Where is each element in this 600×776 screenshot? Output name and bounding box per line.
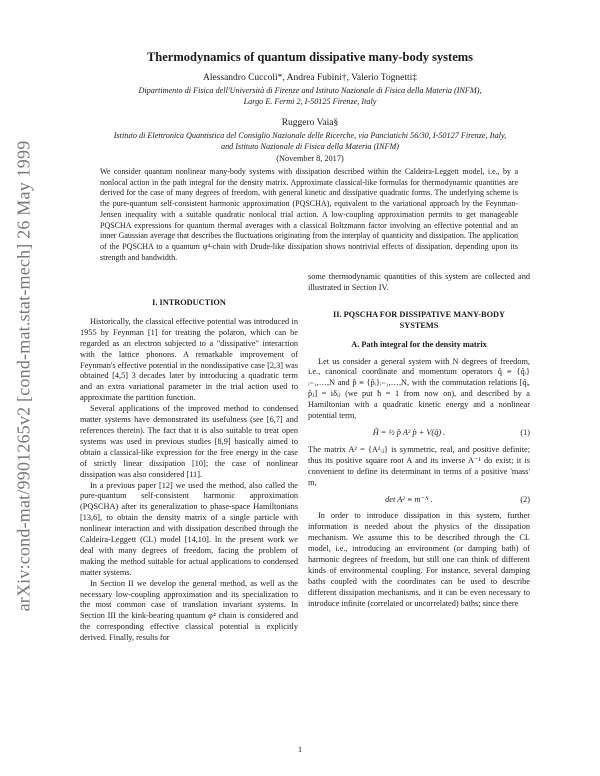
section-heading-pqscha-line-2: SYSTEMS <box>399 320 439 330</box>
left-column <box>80 298 298 644</box>
pqscha-paragraph-2: The matrix A² = {A²ᵢⱼ} is symmetric, real, and positive definite; thus its positive square root A and its inverse A⁻¹ do exist; it is convenient to define its determinant in terms of a positive 'mass' m, <box>308 444 530 487</box>
page-number: 1 <box>297 744 303 754</box>
affiliation-1-line-1: Dipartimento di Fisica dell'Università di Firenze and Istituto Nazionale di Fisica della Materia (INFM), <box>138 86 482 95</box>
equation-1-body: Ĥ = ½ p̂ A² p̂ + V(q̂) . <box>372 427 446 437</box>
author-vaia: Ruggero Vaia§ <box>281 118 339 128</box>
section-heading-pqscha-line-1: II. PQSCHA FOR DISSIPATIVE MANY-BODY <box>332 309 506 319</box>
equation-2-body: det A² ≡ m⁻ᴺ . <box>385 494 433 504</box>
arxiv-id: arXiv:cond-mat/9901265v2 [cond-mat.stat-mech] 26 May 1999 <box>13 140 34 612</box>
authors-line: Alessandro Cuccoli*, Andrea Fubini†, Valerio Tognetti‡ <box>202 73 418 83</box>
pqscha-paragraph-1: Let us consider a general system with N degrees of freedom, i.e., canonical coordinate and momentum operators q̂ ≡ {q̂ᵢ}ᵢ₌₁,…,N and p̂ ≡ {p̂ᵢ}ᵢ₌₁,…,N, with the commutation relations [q̂ᵢ, p̂ⱼ] = iδᵢⱼ (we put ħ = 1 from now on), and described by a Hamiltonian with a quadratic kinetic energy and a nonlinear potential term, <box>308 356 530 421</box>
intro-paragraph-2: Several applications of the improved method to condensed matter systems have demonstrated its usefulness (see [6,7] and references therein). The fact that it is also suitable to treat open systems was used in previous studies [8,9] basically aimed to obtain a classical-like expression for the free energy in the case of strictly linear dissipation [10]; the case of nonlinear dissipation was also considered [11]. <box>80 404 298 479</box>
affiliation-1 <box>70 85 550 107</box>
intro-paragraph-4: In Section II we develop the general method, as well as the necessary low-coupling approximation and its specialization to the most common case of translation invariant systems. In Section III the kink-bearing quantum φ⁴ chain is considered and the corresponding effective classical potential is explicitly derived. Finally, results for <box>80 578 298 643</box>
right-column <box>308 272 530 610</box>
affiliation-2-line-2: and Istituto Nazionale di Fisica della Materia (INFM) <box>220 142 400 151</box>
abstract: We consider quantum nonlinear many-body systems with dissipation described within the Caldeira-Leggett model, i.e., by a nonlocal action in the path integral for the density matrix. Approximate classical-like formulas for thermodynamic quantities are derived for the case of many degrees of freedom, with general kinetic and dissipative quadratic forms. The underlying scheme is the pure-quantum self-consistent harmonic approximation (PQSCHA), equivalent to the variational approach by the Feynman-Jensen inequality with a suitable quadratic nonlocal trial action. A low-coupling approximation permits to get manageable PQSCHA expressions for quantum thermal averages with a classical Boltzmann factor involving an effective potential and an inner Gaussian average that describes the fluctuations originating from the interplay of quanticity and dissipation. The application of the PQSCHA to a quantum φ⁴-chain with Drude-like dissipation shows nontrivial effects of dissipation, depending upon its strength and bandwidth. <box>100 167 518 262</box>
intro-continuation: some thermodynamic quantities of this system are collected and illustrated in Section IV. <box>308 272 530 292</box>
equation-1-number: (1) <box>520 427 530 437</box>
subsection-heading: A. Path integral for the density matrix <box>351 339 487 349</box>
paper-title: Thermodynamics of quantum dissipative many-body systems <box>146 50 474 64</box>
intro-paragraph-1: Historically, the classical effective potential was introduced in 1955 by Feynman [1] for treating the polaron, which can be regarded as an electron subjected to a "dissipative" interaction with the lattice phonons. A remarkable improvement of Feynman's effective potential in the nondissipative case [2,3] was obtained [4,5] 3 decades later by introducing a quadratic term and an extra variational parameter in the trial action used to approximate the partition function. <box>80 316 298 403</box>
affiliation-1-line-2: Largo E. Fermi 2, I-50125 Firenze, Italy <box>243 97 377 106</box>
pqscha-paragraph-3: In order to introduce dissipation in this system, further information is needed about the physics of the dissipation mechanism. We assume this to be described through the CL model, i.e., introducing an environment (or damping bath) of harmonic degrees of freedom, but still one can think of different kinds of environmental coupling. For instance, several damping baths coupled with the coordinates can be used to describe different dissipation mechanisms, and it can be even necessary to introduce infinite (correlated or uncorrelated) baths; since there <box>308 511 530 608</box>
equation-1 <box>308 428 530 439</box>
affiliation-2 <box>70 130 550 152</box>
section-heading-introduction: I. INTRODUCTION <box>152 298 226 307</box>
paper-date: (November 8, 2017) <box>276 154 344 163</box>
equation-2-number: (2) <box>520 494 530 504</box>
intro-paragraph-3: In a previous paper [12] we used the method, also called the pure-quantum self-consistent harmonic approximation (PQSCHA) after its generalization to phase-space Hamiltonians [13,6], to obtain the density matrix of a single particle with nonlinear interaction and with dissipation described through the Caldeira-Leggett (CL) model [14,10]. In the present work we deal with many degrees of freedom, facing the problem of making the method suitable for actual applications to condensed matter systems. <box>80 480 298 577</box>
equation-2 <box>308 495 530 506</box>
affiliation-2-line-1: Istituto di Elettronica Quantistica del Consiglio Nazionale delle Ricerche, via Panciatichi 56/30, I-50127 Firenze, Italy, <box>113 131 507 140</box>
